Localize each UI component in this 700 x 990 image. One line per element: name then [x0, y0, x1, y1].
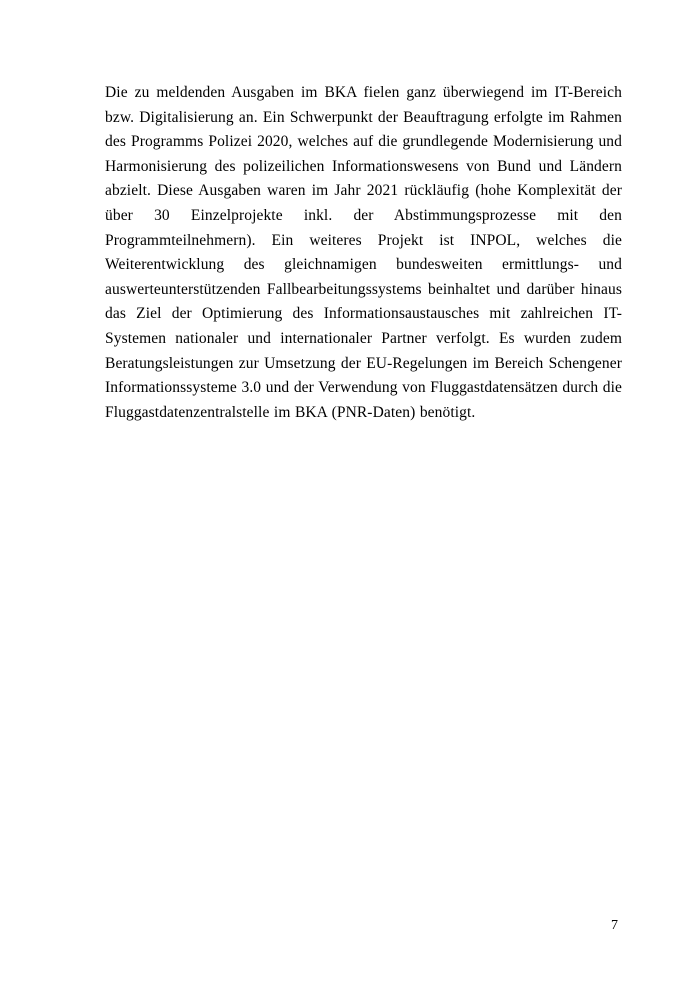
body-paragraph: Die zu meldenden Ausgaben im BKA fielen ganz überwiegend im IT-Bereich bzw. Digitalisierung an. Ein Schwerpunkt der Beauftragung erfolgte im Rahmen des Programms Polizei 2020, welches auf die grundlegende Modernisierung und Harmonisierung des polizeilichen Informationswesens von Bund und Ländern abzielt. Diese Ausgaben waren im Jahr 2021 rückläufig (hohe Komplexität der über 30 Einzelprojekte inkl. der Abstimmungsprozesse mit den Programmteilnehmern). Ein weiteres Projekt ist INPOL, welches die Weiterentwicklung des gleichnamigen bundesweiten ermittlungs- und auswerteunterstützenden Fallbearbeitungssystems beinhaltet und darüber hinaus das Ziel der Optimierung des Informationsaustausches mit zahlreichen IT-Systemen nationaler und internationaler Partner verfolgt. Es wurden zudem Beratungsleistungen zur Umsetzung der EU-Regelungen im Bereich Schengener Informationssysteme 3.0 und der Verwendung von Fluggastdatensätzen durch die Fluggastdatenzentralstelle im BKA (PNR-Daten) benötigt. [105, 84, 622, 421]
text-block [105, 81, 622, 425]
page-number: 7 [611, 918, 618, 933]
